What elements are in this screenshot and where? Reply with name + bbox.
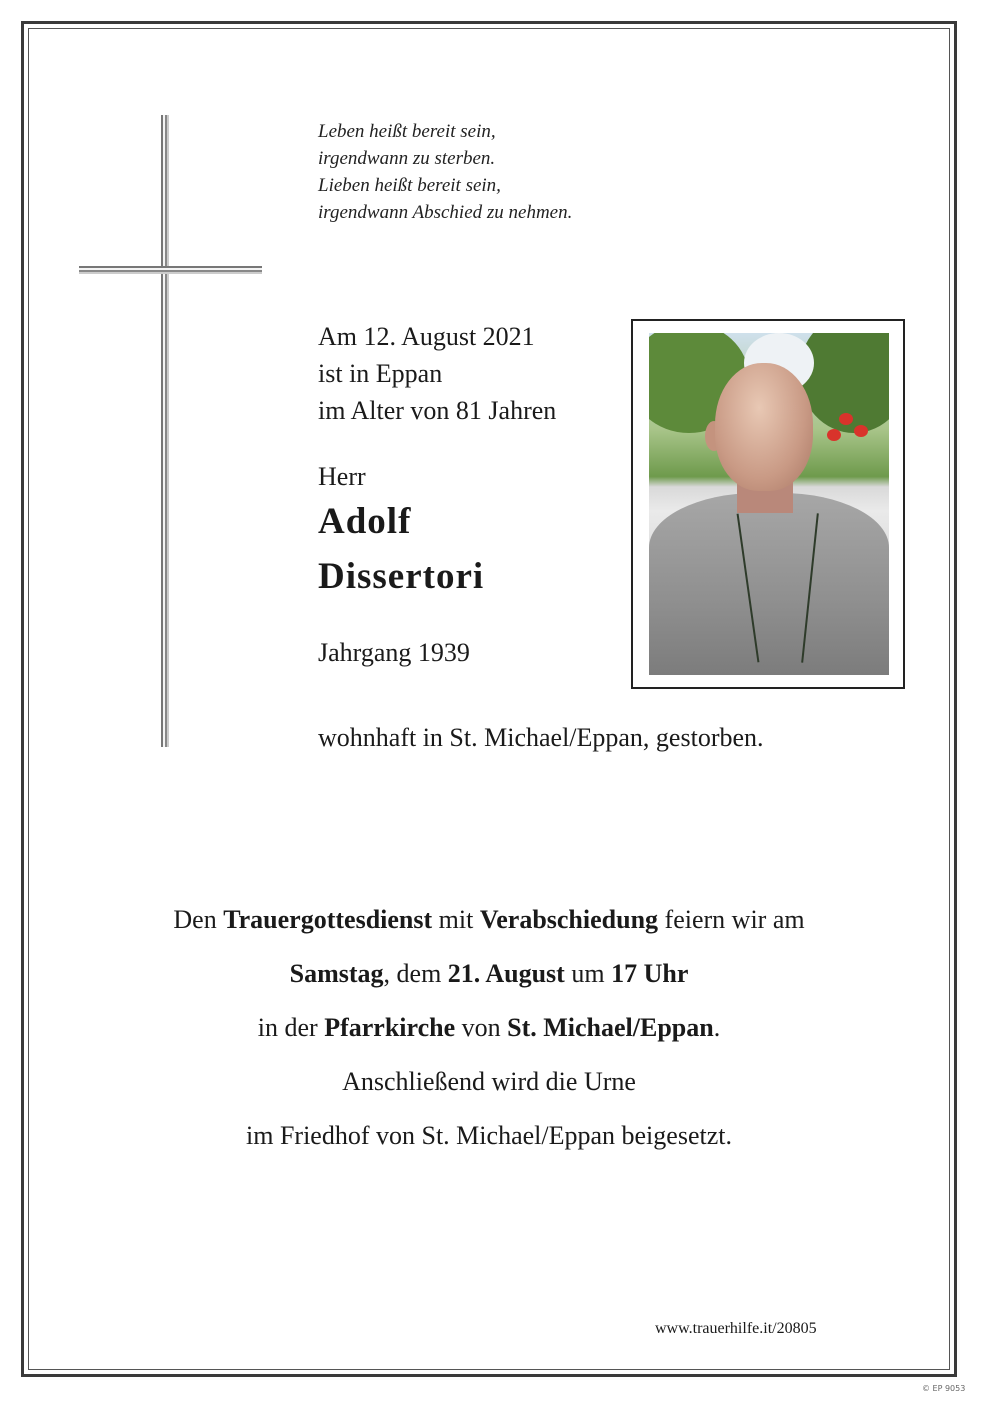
ceremony-line-2: Samstag, dem 21. August um 17 Uhr [289,959,689,988]
footer-code: © EP 9053 [922,1384,966,1393]
service-location: St. Michael/Eppan [507,1013,714,1042]
funeral-details [28,893,950,1163]
cross-horizontal-beam [79,266,262,274]
poem-line: Lieben heißt bereit sein, [318,175,501,196]
age-at-death: im Alter von 81 Jahren [318,396,557,425]
cross-vertical-beam [161,115,169,747]
poem-line: Leben heißt bereit sein, [318,121,496,142]
death-date: Am 12. August 2021 [318,322,535,351]
service-weekday: Samstag [289,959,384,988]
service-venue: Pfarrkirche [324,1013,456,1042]
ceremony-line-1: Den Trauergottesdienst mit Verabschiedung feiern wir am [173,905,805,934]
poem-line: irgendwann Abschied zu nehmen. [318,202,573,223]
poem-line: irgendwann zu sterben. [318,148,496,169]
death-announcement [318,318,556,429]
service-date: 21. August [447,959,565,988]
farewell-type: Verabschiedung [479,905,659,934]
website-link[interactable]: www.trauerhilfe.it/20805 [655,1320,817,1337]
ceremony-line-4: Anschließend wird die Urne [342,1067,636,1096]
ceremony-line-3: in der Pfarrkirche von St. Michael/Eppan. [257,1013,721,1042]
birth-year: Jahrgang 1939 [318,638,470,667]
salutation: Herr [318,462,366,491]
poem [318,118,572,226]
service-time: 17 Uhr [611,959,689,988]
first-name: Adolf [318,501,412,542]
service-type: Trauergottesdienst [223,905,433,934]
portrait-photo [649,333,889,675]
portrait-frame [631,319,905,689]
ceremony-line-5: im Friedhof von St. Michael/Eppan beigesetzt. [246,1121,732,1150]
residence-line: wohnhaft in St. Michael/Eppan, gestorben. [318,723,764,752]
death-place: ist in Eppan [318,359,443,388]
last-name: Dissertori [318,556,485,597]
